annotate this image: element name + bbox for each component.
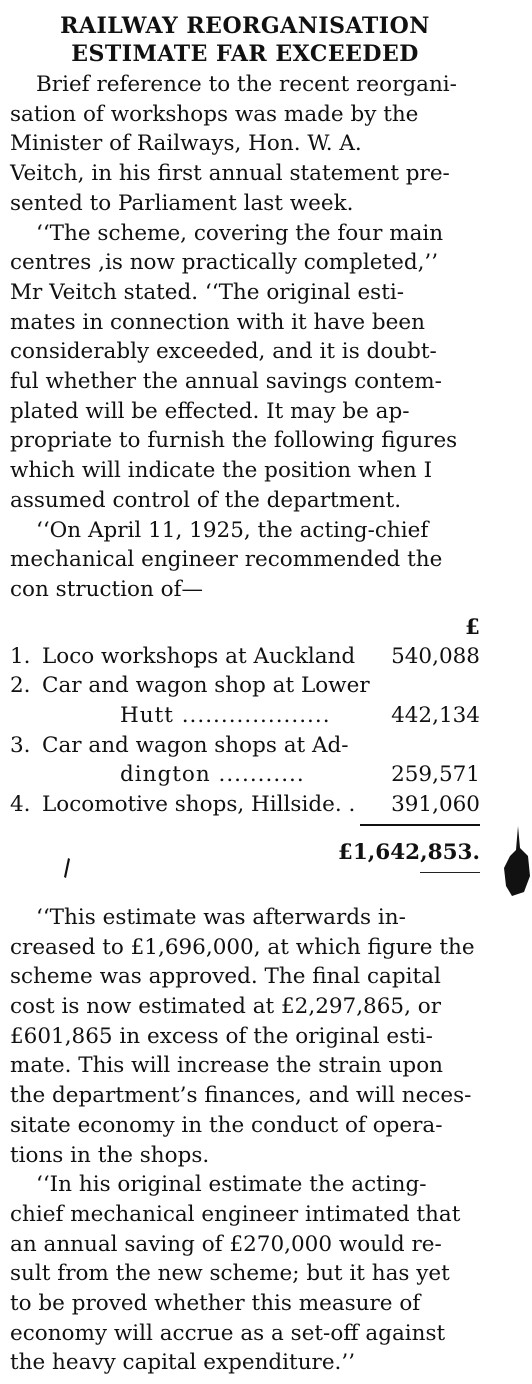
spacer bbox=[10, 873, 480, 903]
ink-blot bbox=[504, 826, 530, 896]
item-number: 1. bbox=[10, 643, 31, 669]
table-row bbox=[10, 701, 480, 731]
paragraph-estimate-increase: ‘‘This estimate was afterwards in- creased to £1,696,000, at which figure the scheme was approved. The final capital cost is now estimated at £2,297,865, or £601,865 in excess of the original esti- mate. This will increase the strain upon the department’s finances, and will neces- sitate economy in the conduct of opera- tions in the shops. bbox=[10, 904, 475, 1168]
table-row bbox=[10, 760, 480, 790]
item-label: Loco workshops at Auckland bbox=[42, 643, 356, 669]
paragraph-intro: Brief reference to the recent reorgani- sation of workshops was made by the Minister of Railways, Hon. W. A. Veitch, in his first annual statement pre- sented to Parliament last week. bbox=[10, 72, 457, 216]
table-row bbox=[10, 731, 480, 761]
cost-table bbox=[10, 642, 480, 820]
item-label: Locomotive shops, Hillside. . bbox=[42, 792, 356, 818]
item-label: Car and wagon shops at Ad- bbox=[42, 732, 349, 758]
currency-column-header: £ bbox=[465, 614, 480, 640]
total-amount: £1,642,853. bbox=[337, 839, 480, 865]
item-amount: 391,060 bbox=[391, 792, 480, 818]
item-number: 2. bbox=[10, 673, 31, 699]
table-row bbox=[10, 642, 480, 672]
item-number: 4. bbox=[10, 792, 31, 818]
paragraph-annual-saving: ‘‘In his original estimate the acting- chief mechanical engineer intimated that an annual saving of £270,000 would re- sult from the new scheme; but it has yet to be proved whether this measure of economy will accrue as a set-off against the heavy capital expenditure.’’ bbox=[10, 1172, 461, 1376]
item-amount: 442,134 bbox=[391, 703, 480, 729]
table-row bbox=[10, 671, 480, 701]
item-number: 3. bbox=[10, 732, 31, 758]
table-row bbox=[10, 790, 480, 820]
headline-line-1: RAILWAY REORGANISATION bbox=[60, 13, 430, 39]
item-amount: 540,088 bbox=[391, 643, 480, 669]
item-label: Car and wagon shop at Lower bbox=[42, 673, 370, 699]
item-label: dington ........... bbox=[120, 762, 305, 788]
paragraph-minister-quote: ‘‘The scheme, covering the four main centres ,is now practically completed,’’ Mr Veitch stated. ‘‘The original esti- mates in connection with it have been considerably exceeded, and it is doubt- ful whether the annual savings contem- plated will be effected. It may be ap- propriate to furnish the following figures which will indicate the position when I assumed control of the department. bbox=[10, 220, 458, 513]
paragraph-recommendation: ‘‘On April 11, 1925, the acting-chief mechanical engineer recommended the con struction of— bbox=[10, 517, 443, 602]
headline-line-2: ESTIMATE FAR EXCEEDED bbox=[71, 41, 419, 67]
total-rule bbox=[360, 824, 480, 826]
item-amount: 259,571 bbox=[391, 762, 480, 788]
ink-mark bbox=[64, 858, 70, 878]
item-label: Hutt ................... bbox=[120, 703, 331, 729]
